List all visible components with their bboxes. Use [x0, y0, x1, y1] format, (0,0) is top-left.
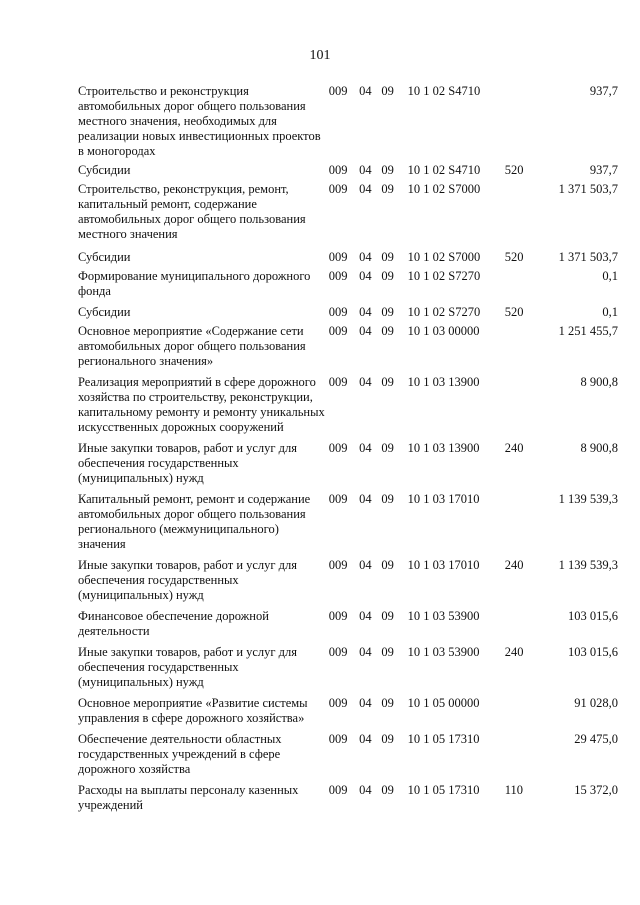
budget-row	[78, 163, 618, 178]
section-code: 04	[359, 441, 372, 455]
target-article-code: 10 1 02 S4710	[407, 84, 481, 98]
section-code: 04	[359, 558, 372, 572]
amount: 91 028,0	[574, 696, 618, 710]
target-article-code: 10 1 02 S7270	[407, 305, 481, 319]
expense-type-code	[505, 732, 541, 777]
expense-type-code: 240	[504, 441, 524, 455]
ministry-code: 009	[328, 732, 348, 746]
budget-row	[78, 441, 618, 486]
expense-type-code	[505, 324, 541, 369]
expense-name: Реализация мероприятий в сфере дорожного хозяйства по строительству, реконструкции, капитальному ремонту и ремонту уникальных искусственных дорожных сооружений	[78, 375, 325, 434]
expense-type-code	[505, 492, 541, 552]
expense-type-code	[505, 84, 541, 159]
ministry-code: 009	[328, 163, 348, 177]
target-article-code: 10 1 03 17010	[407, 558, 480, 572]
subsection-code: 09	[381, 250, 394, 264]
section-code: 04	[359, 645, 372, 659]
section-code: 04	[359, 492, 372, 506]
ministry-code: 009	[328, 269, 348, 283]
expense-type-code: 240	[504, 645, 524, 659]
amount: 0,1	[602, 269, 618, 283]
expense-name: Иные закупки товаров, работ и услуг для обеспечения государственных (муниципальных) нужд	[78, 441, 298, 485]
subsection-code: 09	[381, 732, 394, 746]
expense-name: Субсидии	[78, 250, 131, 264]
budget-row	[78, 305, 618, 320]
subsection-code: 09	[381, 84, 394, 98]
target-article-code: 10 1 02 S7000	[407, 250, 481, 264]
target-article-code: 10 1 02 S7270	[407, 269, 481, 283]
budget-row	[78, 783, 618, 813]
target-article-code: 10 1 03 17010	[407, 492, 480, 506]
expense-name: Субсидии	[78, 305, 131, 319]
amount: 1 139 539,3	[558, 558, 618, 572]
subsection-code: 09	[381, 558, 394, 572]
expense-type-code	[505, 696, 541, 726]
amount: 1 371 503,7	[558, 182, 618, 196]
expense-type-code	[505, 182, 541, 242]
ministry-code: 009	[328, 645, 348, 659]
row-spacer-cell	[78, 242, 618, 250]
subsection-code: 09	[381, 182, 394, 196]
target-article-code: 10 1 03 53900	[407, 609, 480, 623]
budget-table-body	[78, 84, 618, 813]
subsection-code: 09	[381, 305, 394, 319]
target-article-code: 10 1 03 53900	[407, 645, 480, 659]
subsection-code: 09	[381, 609, 394, 623]
amount: 103 015,6	[568, 609, 618, 623]
amount: 1 371 503,7	[558, 250, 618, 264]
subsection-code: 09	[381, 441, 394, 455]
section-code: 04	[359, 250, 372, 264]
ministry-code: 009	[328, 696, 348, 710]
expense-name: Обеспечение деятельности областных государственных учреждений в сфере дорожного хозяйства	[78, 732, 282, 776]
ministry-code: 009	[328, 182, 348, 196]
expense-name: Субсидии	[78, 163, 131, 177]
ministry-code: 009	[328, 609, 348, 623]
expense-type-code: 110	[504, 783, 523, 797]
amount: 15 372,0	[574, 783, 618, 797]
amount: 8 900,8	[580, 441, 618, 455]
budget-row	[78, 558, 618, 603]
budget-row	[78, 269, 618, 299]
expense-type-code	[505, 609, 541, 639]
ministry-code: 009	[328, 375, 348, 389]
expense-name: Финансовое обеспечение дорожной деятельности	[78, 609, 269, 638]
amount: 937,7	[589, 163, 618, 177]
subsection-code: 09	[381, 375, 394, 389]
subsection-code: 09	[381, 269, 394, 283]
budget-row	[78, 696, 618, 726]
section-code: 04	[359, 783, 372, 797]
expense-name: Основное мероприятие «Развитие системы управления в сфере дорожного хозяйства»	[78, 696, 308, 725]
ministry-code: 009	[328, 84, 348, 98]
ministry-code: 009	[328, 492, 348, 506]
ministry-code: 009	[328, 783, 348, 797]
budget-row	[78, 609, 618, 639]
budget-table	[78, 84, 618, 813]
ministry-code: 009	[328, 305, 348, 319]
subsection-code: 09	[381, 492, 394, 506]
row-spacer	[78, 242, 618, 250]
target-article-code: 10 1 02 S7000	[407, 182, 481, 196]
amount: 29 475,0	[574, 732, 618, 746]
amount: 937,7	[589, 84, 618, 98]
target-article-code: 10 1 05 00000	[407, 696, 480, 710]
amount: 0,1	[602, 305, 618, 319]
section-code: 04	[359, 163, 372, 177]
budget-row	[78, 732, 618, 777]
target-article-code: 10 1 05 17310	[407, 732, 480, 746]
ministry-code: 009	[328, 558, 348, 572]
target-article-code: 10 1 03 00000	[407, 324, 480, 338]
budget-row	[78, 84, 618, 159]
expense-name: Строительство, реконструкция, ремонт, капитальный ремонт, содержание автомобильных дорог общего пользования местного значения	[78, 182, 306, 241]
target-article-code: 10 1 03 13900	[407, 441, 480, 455]
subsection-code: 09	[381, 324, 394, 338]
expense-type-code: 240	[504, 558, 524, 572]
target-article-code: 10 1 03 13900	[407, 375, 480, 389]
budget-row	[78, 375, 618, 435]
subsection-code: 09	[381, 696, 394, 710]
section-code: 04	[359, 269, 372, 283]
expense-type-code: 520	[504, 163, 524, 177]
target-article-code: 10 1 02 S4710	[407, 163, 481, 177]
expense-name: Строительство и реконструкция автомобильных дорог общего пользования местного значения, необходимых для реализации новых инвестиционных проектов в моногородах	[78, 84, 321, 158]
budget-row	[78, 250, 618, 265]
ministry-code: 009	[328, 324, 348, 338]
expense-name: Капитальный ремонт, ремонт и содержание автомобильных дорог общего пользования регионального (межмуниципального) значения	[78, 492, 311, 551]
section-code: 04	[359, 324, 372, 338]
page-number: 101	[309, 48, 331, 63]
subsection-code: 09	[381, 783, 394, 797]
budget-row	[78, 492, 618, 552]
expense-type-code	[505, 269, 541, 299]
expense-name: Иные закупки товаров, работ и услуг для обеспечения государственных (муниципальных) нужд	[78, 645, 298, 689]
expense-type-code: 520	[504, 250, 524, 264]
section-code: 04	[359, 182, 372, 196]
ministry-code: 009	[328, 250, 348, 264]
expense-type-code: 520	[504, 305, 524, 319]
expense-name: Основное мероприятие «Содержание сети автомобильных дорог общего пользования регионального значения»	[78, 324, 306, 368]
section-code: 04	[359, 732, 372, 746]
section-code: 04	[359, 375, 372, 389]
amount: 1 251 455,7	[558, 324, 618, 338]
section-code: 04	[359, 609, 372, 623]
subsection-code: 09	[381, 163, 394, 177]
amount: 8 900,8	[580, 375, 618, 389]
budget-row	[78, 182, 618, 242]
expense-type-code	[505, 375, 541, 435]
section-code: 04	[359, 696, 372, 710]
section-code: 04	[359, 305, 372, 319]
target-article-code: 10 1 05 17310	[407, 783, 480, 797]
expense-name: Формирование муниципального дорожного фонда	[78, 269, 311, 298]
amount: 1 139 539,3	[558, 492, 618, 506]
ministry-code: 009	[328, 441, 348, 455]
expense-name: Расходы на выплаты персоналу казенных учреждений	[78, 783, 299, 812]
amount: 103 015,6	[568, 645, 618, 659]
budget-row	[78, 645, 618, 690]
expense-name: Иные закупки товаров, работ и услуг для обеспечения государственных (муниципальных) нужд	[78, 558, 298, 602]
subsection-code: 09	[381, 645, 394, 659]
budget-row	[78, 324, 618, 369]
section-code: 04	[359, 84, 372, 98]
